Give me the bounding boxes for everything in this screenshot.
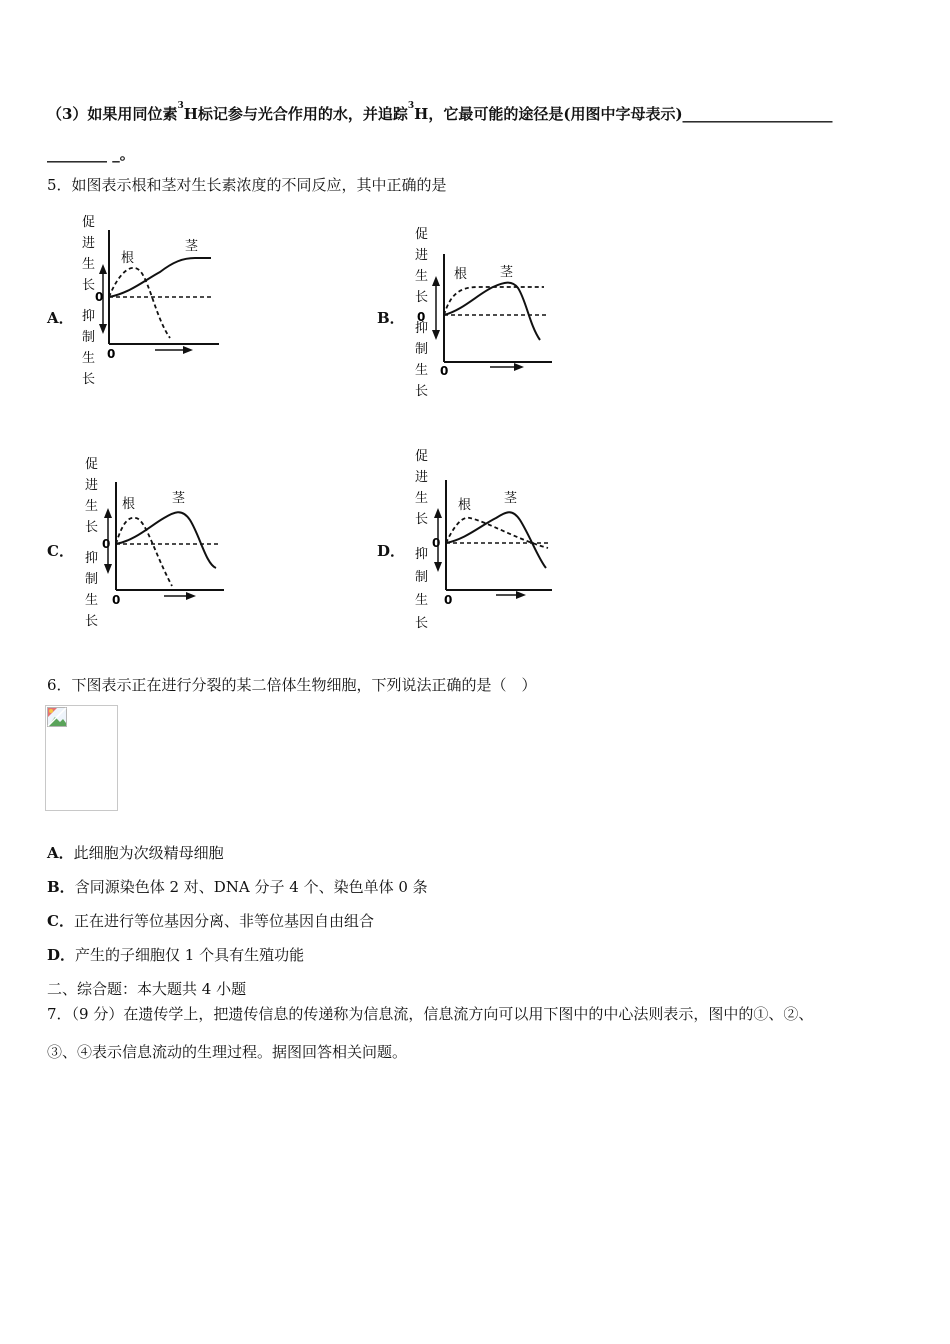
promote-label-1: 促	[415, 227, 429, 242]
inhibit-label-1: 抑	[82, 309, 96, 324]
root-label: 根	[121, 251, 135, 266]
inhibit-label-3: 生	[85, 593, 99, 608]
inhibit-label-3: 生	[82, 351, 96, 366]
inhibit-label-3: 生	[415, 363, 429, 378]
root-label: 根	[458, 498, 472, 513]
inhibit-label-1: 抑	[415, 547, 429, 562]
section-heading: 二、综合题：本大题共 4 小题	[47, 980, 247, 998]
inhibit-label-3: 生	[415, 593, 429, 608]
promote-label-2: 进	[85, 478, 99, 493]
graph-c	[78, 452, 228, 636]
q6-option-b: B．含同源染色体 2 对、DNA 分子 4 个、染色单体 0 条	[47, 878, 428, 896]
x-zero-label: 0	[107, 347, 116, 361]
q7-line1: 7．（9 分）在遗传学上，把遗传信息的传递称为信息流，信息流方向可以用下图中的中心法则表示，图中的①、②、	[47, 1005, 814, 1023]
promote-label-2: 进	[415, 248, 429, 263]
stem-label: 茎	[185, 239, 199, 254]
x-zero-label: 0	[444, 593, 453, 607]
stem-label: 茎	[504, 491, 518, 506]
promote-label-3: 生	[415, 269, 429, 284]
promote-label-2: 进	[82, 236, 96, 251]
promote-label-1: 促	[82, 215, 96, 230]
q3-line2: ________ _。	[47, 145, 135, 163]
origin-zero-label: 0	[432, 536, 441, 550]
origin-zero-label: 0	[417, 310, 426, 324]
promote-label-3: 生	[82, 257, 96, 272]
q7-line2: ③、④表示信息流动的生理过程。据图回答相关问题。	[47, 1043, 408, 1061]
graph-a	[75, 210, 225, 394]
q6-stem: 6．下图表示正在进行分裂的某二倍体生物细胞，下列说法正确的是（ ）	[47, 676, 537, 694]
inhibit-label-4: 长	[415, 616, 429, 631]
q5-stem: 5．如图表示根和茎对生长素浓度的不同反应，其中正确的是	[47, 176, 447, 194]
promote-label-4: 长	[82, 278, 96, 293]
x-zero-label: 0	[112, 593, 121, 607]
q5-option-d-letter: D．	[377, 542, 406, 560]
inhibit-label-4: 长	[415, 384, 429, 399]
promote-label-4: 长	[85, 520, 99, 535]
q6-option-a: A．此细胞为次级精母细胞	[47, 844, 224, 862]
origin-zero-label: 0	[102, 537, 111, 551]
q6-option-d: D．产生的子细胞仅 1 个具有生殖功能	[47, 946, 305, 964]
promote-label-1: 促	[85, 457, 99, 472]
inhibit-label-4: 长	[82, 372, 96, 387]
answer-blank: ____________________	[682, 105, 833, 123]
q3-line1: （3）如果用同位素$^3$H标记参与光合作用的水，并追踪$^3$H，它最可能的途径是(用图中字母表示)____________________	[47, 101, 833, 123]
inhibit-label-4: 长	[85, 614, 99, 629]
graph-d	[408, 444, 558, 638]
inhibit-label-2: 制	[82, 330, 96, 345]
root-label: 根	[454, 267, 468, 282]
stem-label: 茎	[172, 491, 186, 506]
broken-image-icon	[47, 707, 67, 727]
promote-label-1: 促	[415, 449, 429, 464]
origin-zero-label: 0	[95, 290, 104, 304]
missing-image-placeholder	[45, 705, 118, 811]
promote-label-4: 长	[415, 290, 429, 305]
q5-option-b-letter: B．	[377, 309, 405, 327]
root-label: 根	[122, 497, 136, 512]
inhibit-label-1: 抑	[85, 551, 99, 566]
x-zero-label: 0	[440, 364, 449, 378]
q5-option-c-letter: C．	[47, 542, 74, 560]
q5-option-a-letter: A．	[47, 309, 74, 327]
promote-label-4: 长	[415, 512, 429, 527]
inhibit-label-2: 制	[85, 572, 99, 587]
promote-label-3: 生	[85, 499, 99, 514]
promote-label-2: 进	[415, 470, 429, 485]
stem-label: 茎	[500, 265, 514, 280]
q6-option-c: C．正在进行等位基因分离、非等位基因自由组合	[47, 912, 374, 930]
inhibit-label-2: 制	[415, 570, 429, 585]
graph-b	[408, 222, 558, 406]
inhibit-label-1: 抑	[415, 321, 429, 336]
inhibit-label-2: 制	[415, 342, 429, 357]
promote-label-3: 生	[415, 491, 429, 506]
